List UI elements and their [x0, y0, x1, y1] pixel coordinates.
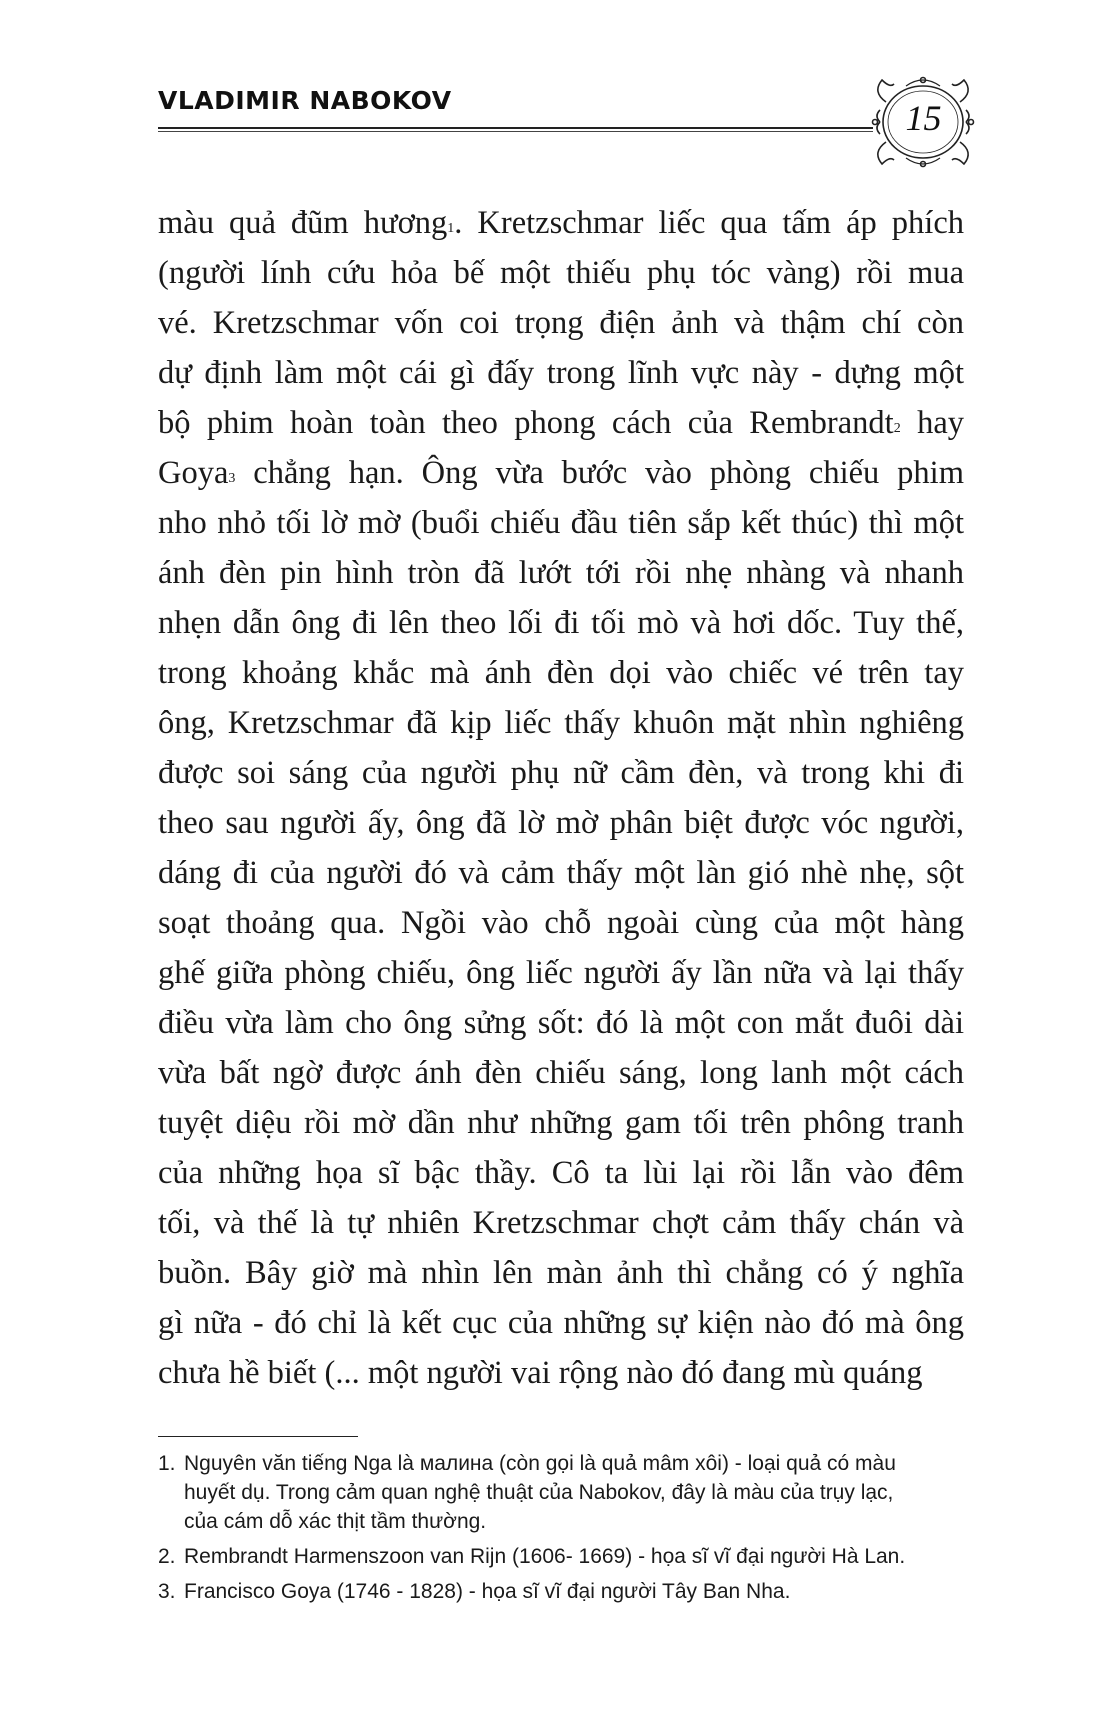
footnote [158, 1542, 968, 1571]
body-text-segment: màu quả đũm hương [158, 205, 448, 241]
body-line [158, 448, 964, 498]
body-line [158, 898, 964, 948]
body-line [158, 948, 964, 998]
body-text-segment: tuyệt diệu rồi mờ dần như những gam tối trên phông tranh [158, 1105, 964, 1141]
body-line [158, 398, 964, 448]
body-line [158, 1048, 964, 1098]
body-line [158, 348, 964, 398]
body-line [158, 1298, 964, 1348]
page-number: 15 [905, 98, 942, 138]
body-text-segment: vé. Kretzschmar vốn coi trọng điện ảnh và thậm chí còn [158, 305, 964, 341]
header-rule [158, 127, 873, 129]
footnote-line: huyết dụ. Trong cảm quan nghệ thuật của Nabokov, đây là màu của trụy lạc, [184, 1481, 894, 1504]
body-text-segment: trong khoảng khắc mà ánh đèn dọi vào chiếc vé trên tay [158, 655, 964, 691]
body-line [158, 1148, 964, 1198]
body-line [158, 798, 964, 848]
body-text-segment: ánh đèn pin hình tròn đã lướt tới rồi nhẹ nhàng và nhanh [158, 555, 964, 591]
body-line [158, 648, 964, 698]
body-text-segment: vừa bất ngờ được ánh đèn chiếu sáng, long lanh một cách [158, 1055, 964, 1091]
body-line [158, 1098, 964, 1148]
body-text [158, 198, 964, 1398]
body-line [158, 198, 964, 248]
body-text-segment: soạt thoảng qua. Ngồi vào chỗ ngoài cùng của một hàng [158, 905, 964, 941]
body-text-segment: theo sau người ấy, ông đã lờ mờ phân biệt được vóc người, [158, 805, 964, 841]
body-text-segment: được soi sáng của người phụ nữ cầm đèn, và trong khi đi [158, 755, 964, 791]
footnote-line: Nguyên văn tiếng Nga là малина (còn gọi là quả mâm xôi) - loại quả có màu [184, 1452, 896, 1475]
header-rule-thin [158, 131, 873, 132]
running-header-author: VLADIMIR NABOKOV [158, 86, 452, 115]
footnote-number: 2. [158, 1545, 176, 1568]
body-text-segment: nho nhỏ tối lờ mờ (buổi chiếu đầu tiên sắp kết thúc) thì một [158, 505, 964, 541]
body-line [158, 1248, 964, 1298]
footnote [158, 1449, 968, 1536]
body-text-segment: chưa hề biết (... một người vai rộng nào đó đang mù quáng [158, 1355, 923, 1391]
body-text-segment: điều vừa làm cho ông sửng sốt: đó là một con mắt đuôi dài [158, 1005, 964, 1041]
footnote-line: Rembrandt Harmenszoon van Rijn (1606- 1669) - họa sĩ vĩ đại người Hà Lan. [184, 1545, 906, 1568]
footnote-line: của cám dỗ xác thịt tầm thường. [184, 1510, 487, 1533]
body-text-segment: ghế giữa phòng chiếu, ông liếc người ấy lần nữa và lại thấy [158, 955, 964, 991]
footnote-marker: 1 [447, 221, 455, 236]
footnote-line: Francisco Goya (1746 - 1828) - họa sĩ vĩ đại người Tây Ban Nha. [184, 1580, 791, 1603]
body-line [158, 1348, 964, 1398]
footnote-number: 3. [158, 1580, 176, 1603]
footnote [158, 1577, 968, 1606]
body-line [158, 498, 964, 548]
body-line [158, 698, 964, 748]
body-line [158, 998, 964, 1048]
body-text-segment: tối, và thế là tự nhiên Kretzschmar chợt cảm thấy chán và [158, 1205, 964, 1241]
body-text-segment: gì nữa - đó chỉ là kết cục của những sự kiện nào đó mà ông [158, 1305, 964, 1341]
footnote-marker: 2 [893, 421, 901, 436]
body-text-segment: chẳng hạn. Ông vừa bước vào phòng chiếu phim [235, 455, 964, 491]
body-text-segment: nhẹn dẫn ông đi lên theo lối đi tối mò và hơi dốc. Tuy thế, [158, 605, 964, 641]
body-line [158, 848, 964, 898]
body-line [158, 548, 964, 598]
body-text-segment: Goya [158, 455, 229, 491]
footnote-marker: 3 [228, 471, 236, 486]
body-text-segment: dự định làm một cái gì đấy trong lĩnh vực này - dựng một [158, 355, 964, 391]
body-text-segment: bộ phim hoàn toàn theo phong cách của Rembrandt [158, 405, 894, 441]
body-text-segment: (người lính cứu hỏa bế một thiếu phụ tóc vàng) rồi mua [158, 255, 964, 291]
body-line [158, 298, 964, 348]
body-text-segment: dáng đi của người đó và cảm thấy một làn gió nhè nhẹ, sột [158, 855, 964, 891]
body-text-segment: của những họa sĩ bậc thầy. Cô ta lùi lại rồi lẫn vào đêm [158, 1155, 964, 1191]
body-line [158, 748, 964, 798]
body-text-segment: . Kretzschmar liếc qua tấm áp phích [454, 205, 964, 241]
body-text-segment: ông, Kretzschmar đã kịp liếc thấy khuôn mặt nhìn nghiêng [158, 705, 964, 741]
footnote-number: 1. [158, 1452, 176, 1475]
body-text-segment: buồn. Bây giờ mà nhìn lên màn ảnh thì chẳng có ý nghĩa [158, 1255, 964, 1291]
footnotes [158, 1449, 968, 1612]
body-line [158, 598, 964, 648]
footnote-rule [158, 1436, 358, 1437]
body-line [158, 248, 964, 298]
body-line [158, 1198, 964, 1248]
body-text-segment: hay [900, 405, 964, 441]
